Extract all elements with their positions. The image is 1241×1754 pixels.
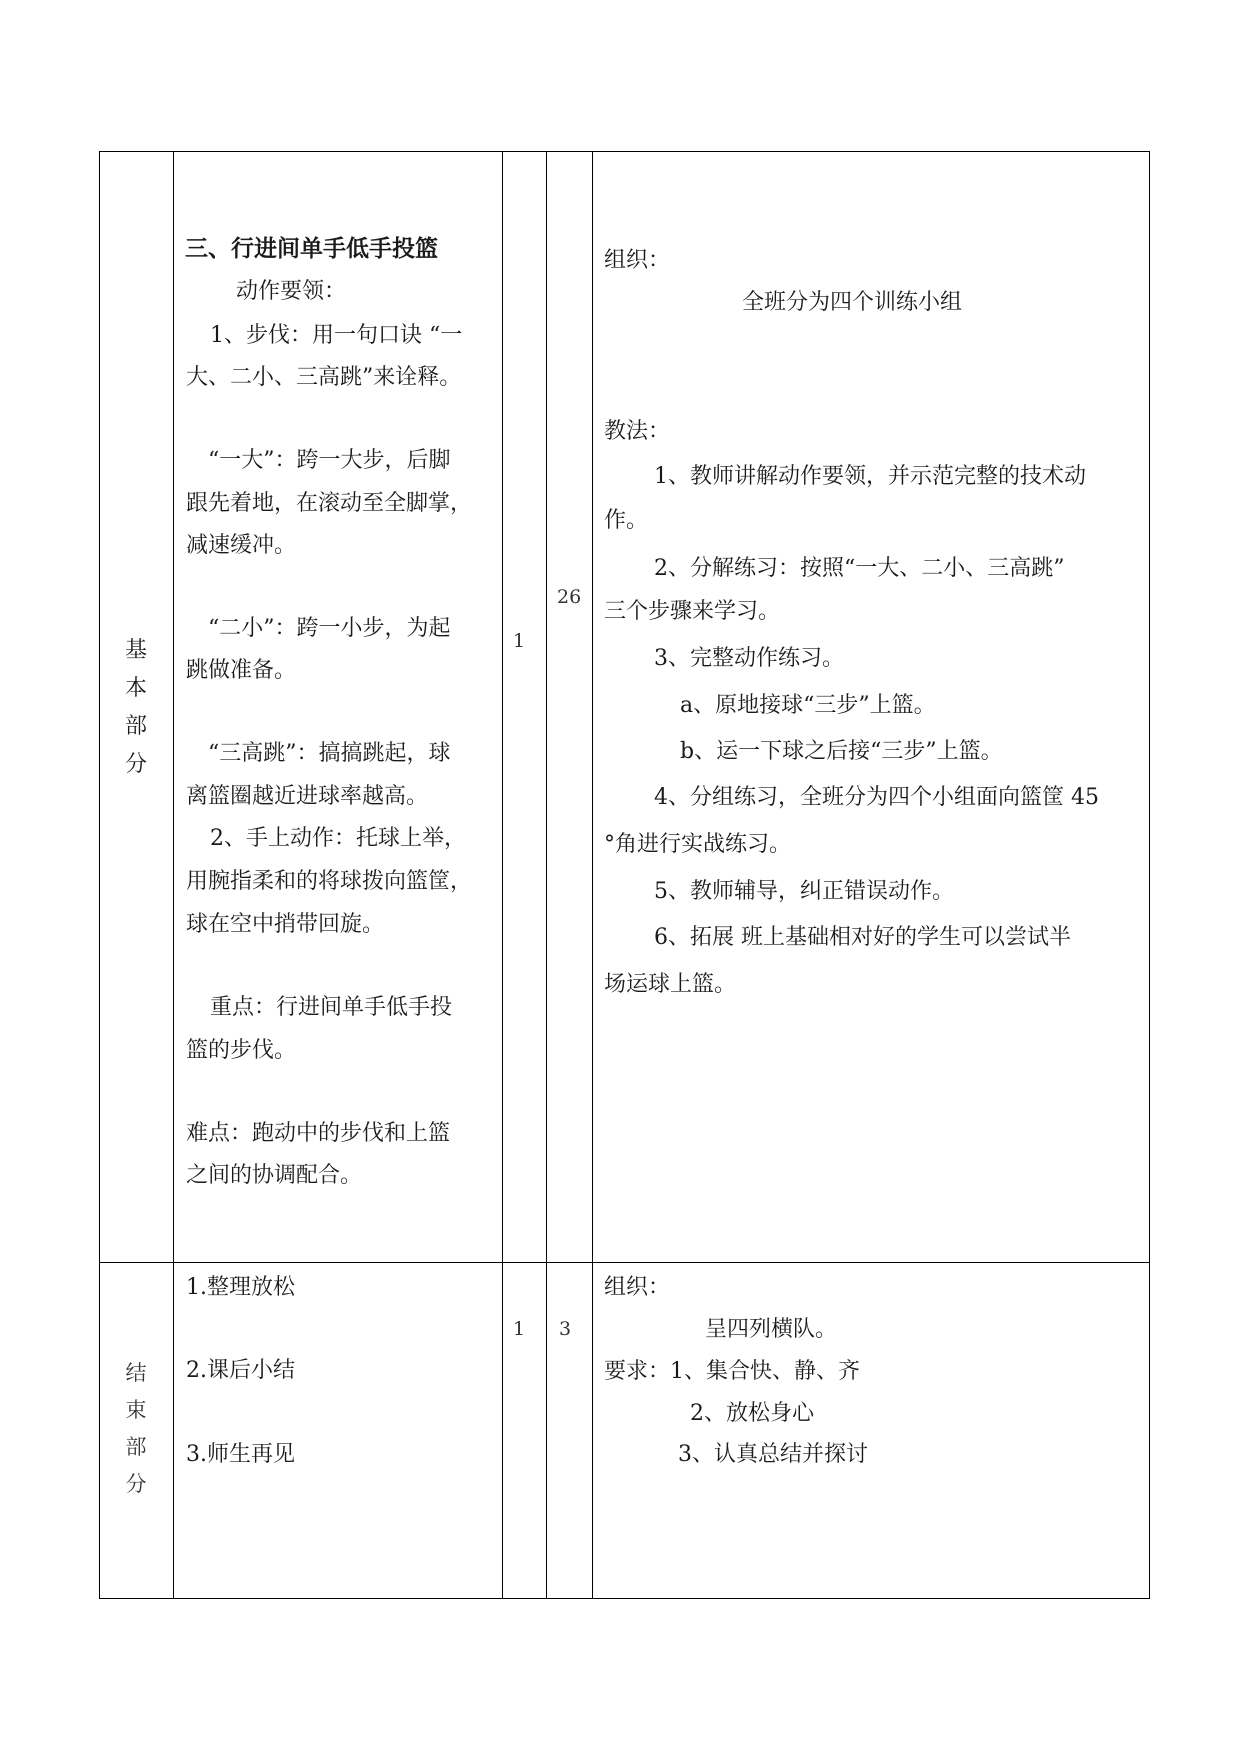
content-line: “一大”：跨一大步，后脚 <box>208 448 451 473</box>
section-char: 本 <box>124 676 147 701</box>
method-line: 场运球上篮。 <box>604 972 737 997</box>
row-divider <box>99 1262 1150 1263</box>
section-char: 束 <box>125 1398 147 1422</box>
method-line: a、原地接球“三步”上篮。 <box>680 693 936 718</box>
end-section-label <box>116 1357 156 1505</box>
method-line: b、运一下球之后接“三步”上篮。 <box>680 739 1003 764</box>
end-org-text: 呈四列横队。 <box>705 1317 838 1342</box>
col-border-1 <box>173 151 174 1599</box>
method-line: 6、拓展 班上基础相对好的学生可以尝试半 <box>654 925 1071 950</box>
content-heading: 三、行进间单手低手投篮 <box>185 236 438 262</box>
content-line: 球在空中捎带回旋。 <box>186 912 385 937</box>
col-border-2 <box>502 151 503 1599</box>
end-item: 2.课后小结 <box>186 1358 295 1383</box>
content-line: 跳做准备。 <box>186 658 297 683</box>
content-line: 用腕指柔和的将球拨向篮筐， <box>186 869 473 894</box>
content-line: 离篮圈越近进球率越高。 <box>186 784 429 809</box>
method-line: 1、教师讲解动作要领，并示范完整的技术动 <box>654 464 1086 489</box>
org-label: 组织： <box>604 248 671 273</box>
content-line: 跟先着地，在滚动至全脚掌， <box>186 491 473 516</box>
col-border-0 <box>99 151 100 1599</box>
end-req-line: 要求：1、集合快、静、齐 <box>604 1359 860 1384</box>
basic-minutes: 26 <box>557 586 582 608</box>
content-line: “二小”：跨一小步，为起 <box>208 616 451 641</box>
section-char: 部 <box>125 1435 147 1459</box>
end-count: 1 <box>513 1318 526 1340</box>
section-char: 分 <box>125 1472 147 1496</box>
content-line: 2、手上动作：托球上举， <box>210 826 466 851</box>
end-org-label: 组织： <box>604 1275 671 1300</box>
content-line: 重点：行进间单手低手投 <box>210 995 453 1020</box>
method-line: 三个步骤来学习。 <box>604 599 781 624</box>
org-text: 全班分为四个训练小组 <box>742 290 963 315</box>
end-item: 1.整理放松 <box>186 1275 295 1300</box>
method-line: 2、分解练习：按照“一大、二小、三高跳” <box>654 556 1065 581</box>
method-line: 3、完整动作练习。 <box>654 646 844 671</box>
content-line: 动作要领： <box>236 279 347 304</box>
content-line: 难点：跑动中的步伐和上篮 <box>186 1121 451 1146</box>
section-char: 部 <box>124 714 147 739</box>
method-label: 教法： <box>604 419 671 444</box>
end-minutes: 3 <box>559 1318 572 1340</box>
content-line: 篮的步伐。 <box>186 1038 297 1063</box>
content-line: 大、二小、三高跳”来诠释。 <box>186 365 462 390</box>
basic-count: 1 <box>513 630 526 652</box>
end-req-line: 3、认真总结并探讨 <box>678 1442 868 1467</box>
content-line: 1、步伐：用一句口诀 “一 <box>210 323 463 348</box>
table-bottom-border <box>99 1598 1150 1599</box>
content-line: 减速缓冲。 <box>186 533 297 558</box>
content-line: “三高跳”：搞搞跳起，球 <box>208 741 451 766</box>
section-char: 基 <box>124 638 147 663</box>
method-line: 5、教师辅导，纠正错误动作。 <box>654 879 954 904</box>
method-line: 4、分组练习，全班分为四个小组面向篮筐 45 <box>654 785 1099 810</box>
col-border-5 <box>1149 151 1150 1599</box>
section-char: 分 <box>124 752 147 777</box>
content-line: 之间的协调配合。 <box>186 1163 363 1188</box>
col-border-4 <box>592 151 593 1599</box>
end-item: 3.师生再见 <box>186 1442 295 1467</box>
method-line: °角进行实战练习。 <box>604 832 792 857</box>
basic-section-label <box>116 633 156 785</box>
section-char: 结 <box>125 1361 147 1385</box>
end-req-line: 2、放松身心 <box>690 1401 814 1426</box>
method-line: 作。 <box>604 508 649 533</box>
table-top-border <box>99 151 1150 152</box>
col-border-3 <box>546 151 547 1599</box>
